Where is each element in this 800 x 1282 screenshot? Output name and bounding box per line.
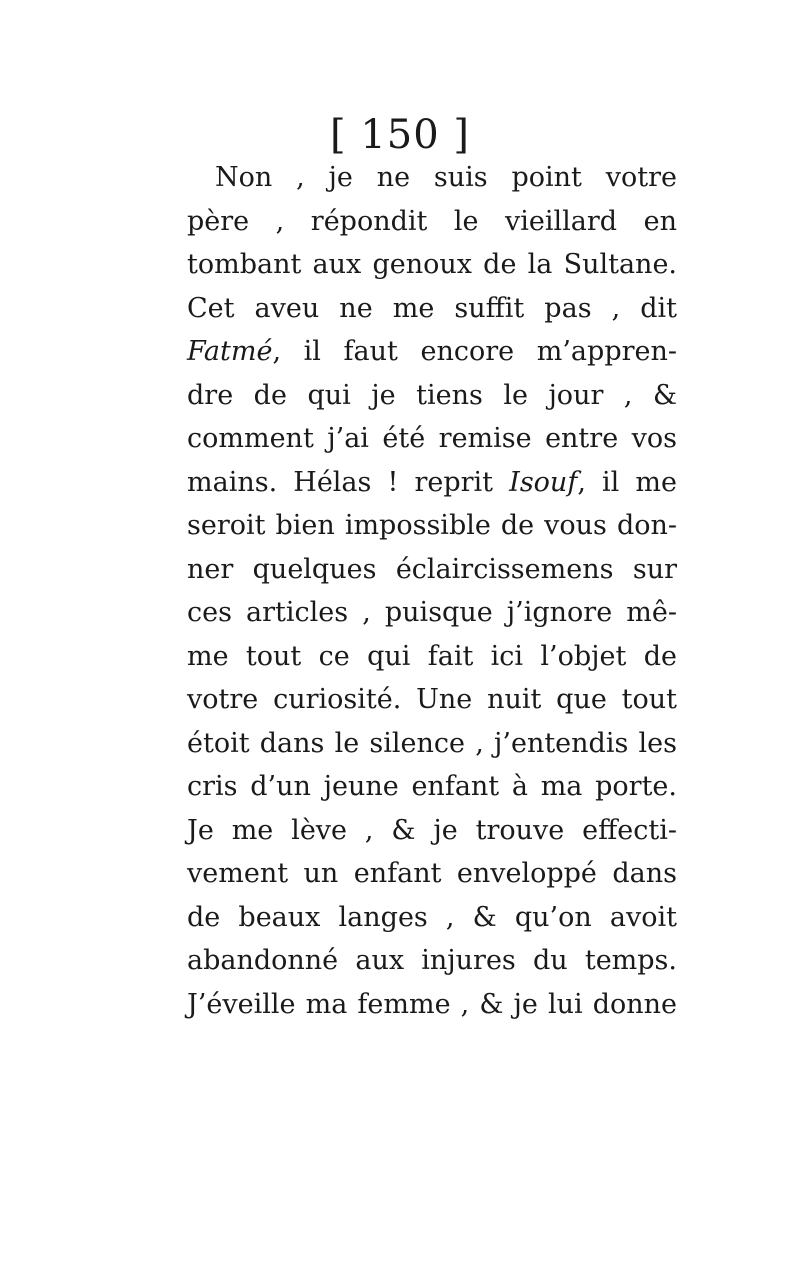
text-segment: Cet aveu ne me suffit pas , dit xyxy=(187,292,677,324)
text-segment: J’éveille ma femme , & je lui donne xyxy=(187,988,677,1020)
text-line xyxy=(187,330,677,374)
text-line xyxy=(187,200,677,244)
text-line xyxy=(187,287,677,331)
text-segment: ces articles , puisque j’ignore mê- xyxy=(187,597,677,628)
text-segment: étoit dans le silence , j’entendis les xyxy=(187,727,677,759)
text-segment: abandonné aux injures du temps. xyxy=(187,945,677,976)
text-segment: ner quelques éclaircissemens sur xyxy=(187,553,677,585)
text-line xyxy=(187,504,677,548)
text-line xyxy=(187,852,677,896)
text-line xyxy=(187,156,677,200)
text-segment: , il me xyxy=(577,466,677,498)
text-segment: Je me lève , & je trouve effecti- xyxy=(187,814,677,846)
text-line xyxy=(187,461,677,505)
text-line xyxy=(187,983,677,1027)
text-segment: me tout ce qui fait ici l’objet de xyxy=(187,640,677,672)
text-line xyxy=(187,939,677,983)
text-line xyxy=(187,374,677,418)
text-segment: mains. Hélas ! reprit xyxy=(187,466,510,498)
text-segment: Non , je ne suis point votre xyxy=(215,162,677,193)
italic-name: Isouf xyxy=(509,466,578,498)
text-segment: comment j’ai été remise entre vos xyxy=(187,423,677,454)
text-line xyxy=(187,722,677,766)
italic-name: Fatmé xyxy=(187,336,273,367)
text-segment: , il faut encore m’appren- xyxy=(272,336,677,367)
text-line xyxy=(187,243,677,287)
text-line xyxy=(187,591,677,635)
text-line xyxy=(187,896,677,940)
text-segment: votre curiosité. Une nuit que tout xyxy=(187,684,677,715)
page-number: [ 150 ] xyxy=(330,112,470,158)
text-segment: vement un enfant enveloppé dans xyxy=(187,858,677,889)
text-segment: tombant aux genoux de la Sultane. xyxy=(187,249,677,280)
text-segment: dre de qui je tiens le jour , & xyxy=(187,379,677,411)
text-segment: de beaux langes , & qu’on avoit xyxy=(187,901,677,933)
text-line xyxy=(187,417,677,461)
text-line xyxy=(187,765,677,809)
text-line xyxy=(187,548,677,592)
text-line xyxy=(187,635,677,679)
text-line xyxy=(187,678,677,722)
body-text xyxy=(187,156,677,1026)
text-segment: cris d’un jeune enfant à ma porte. xyxy=(187,771,677,802)
text-line xyxy=(187,809,677,853)
text-segment: seroit bien impossible de vous don- xyxy=(187,510,677,541)
text-segment: père , répondit le vieillard en xyxy=(187,205,677,237)
